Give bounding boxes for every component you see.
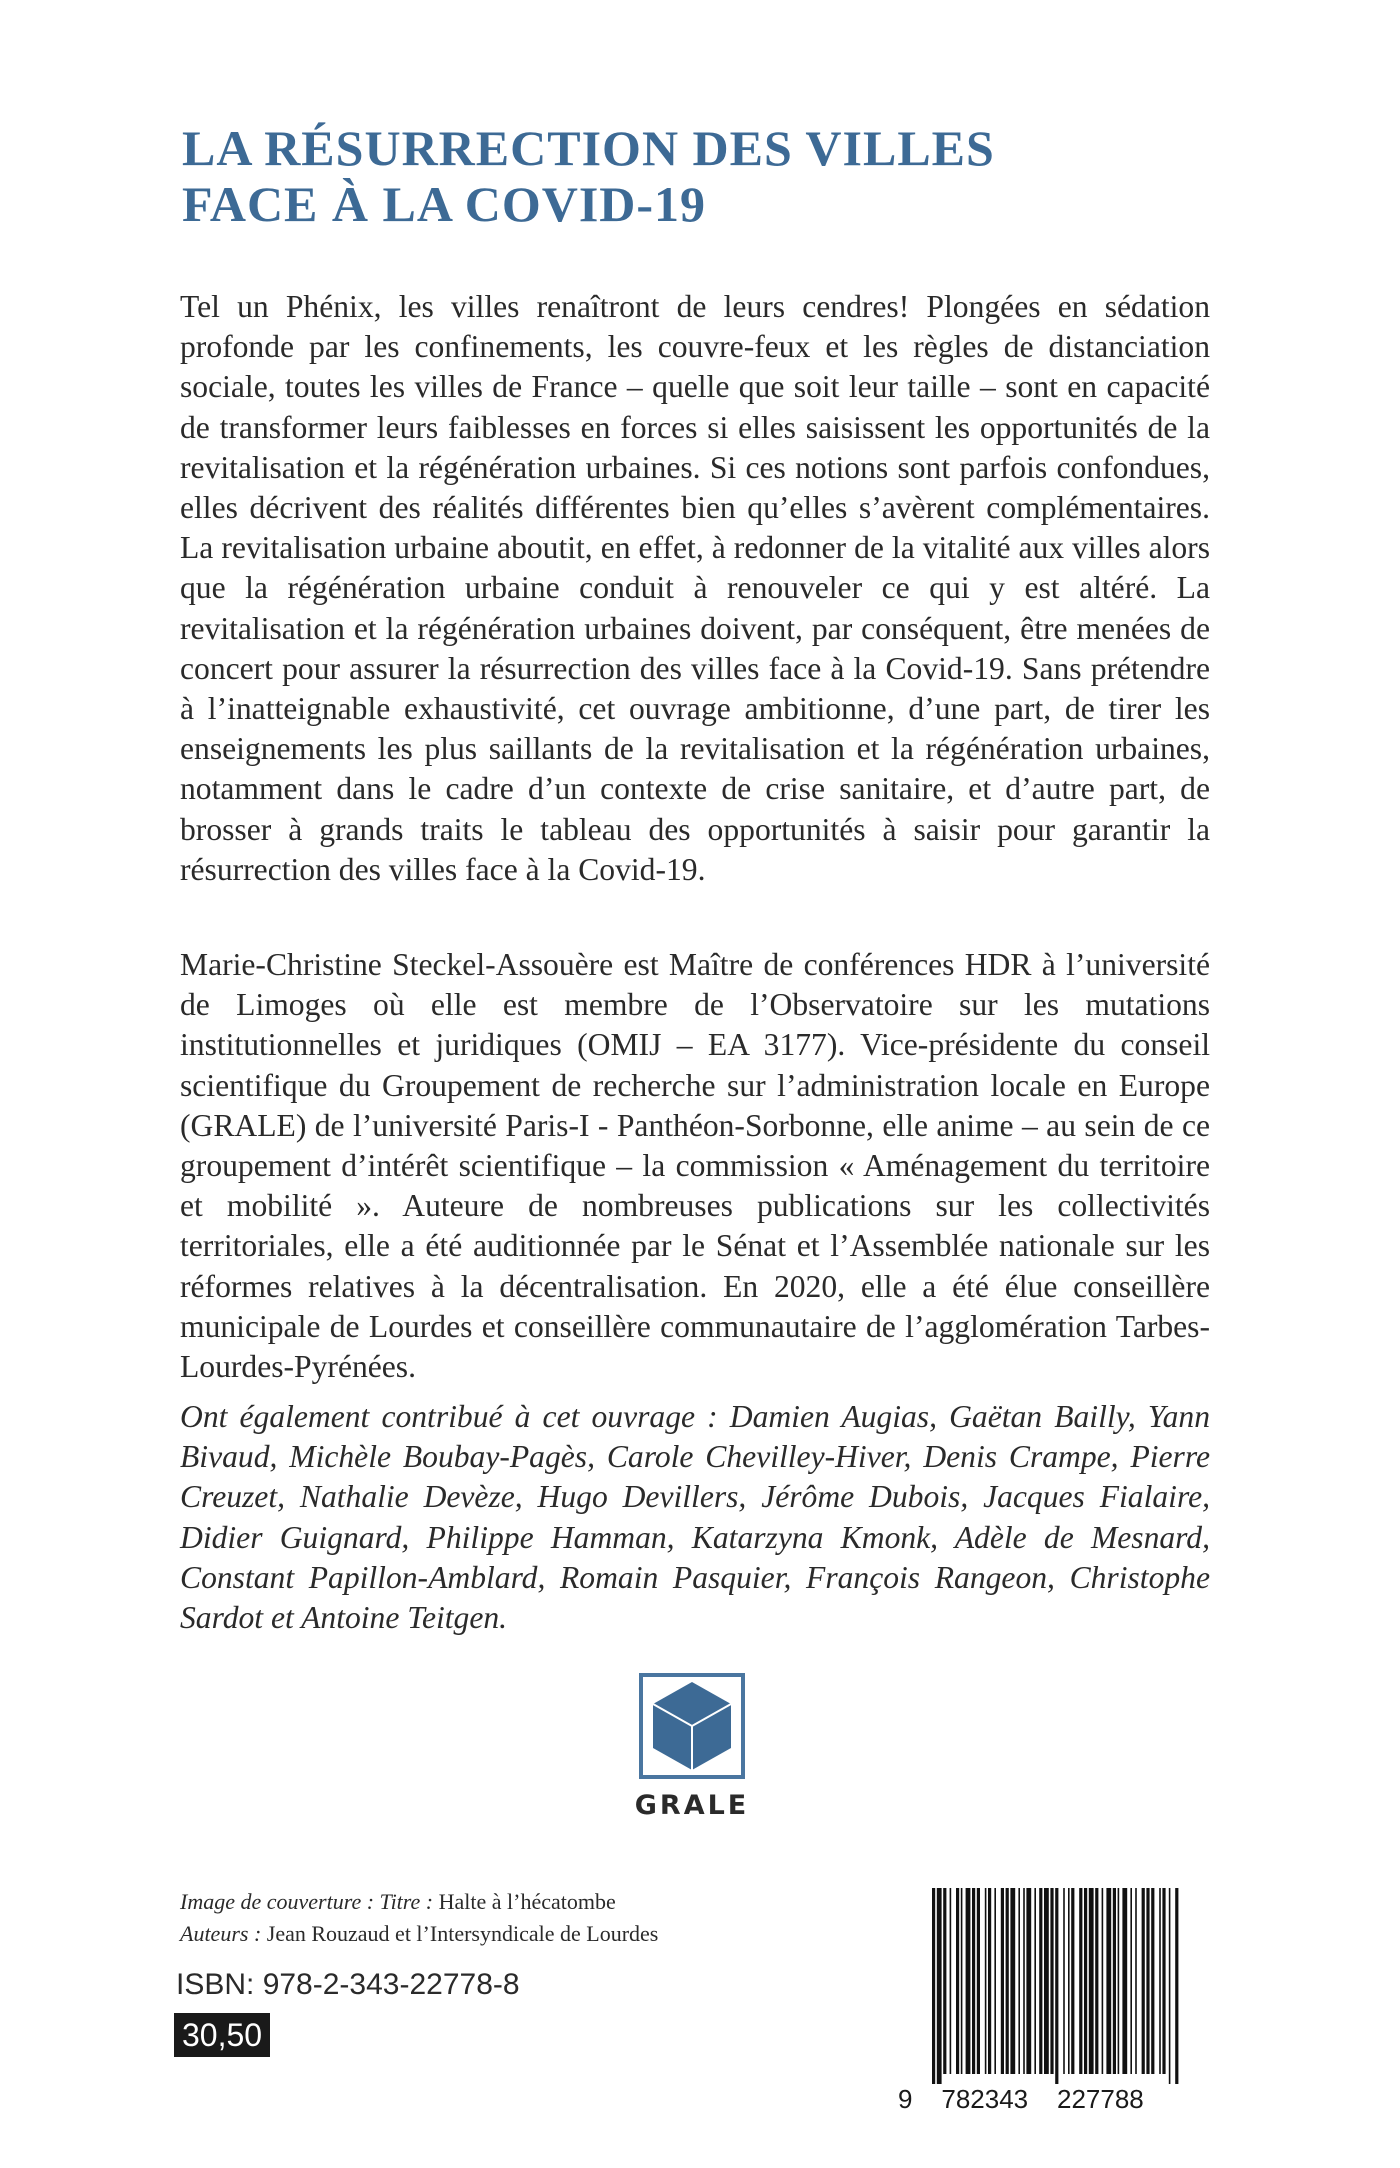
barcode-bar	[1079, 1888, 1082, 2074]
barcode-bar	[1006, 1888, 1009, 2074]
grale-hexagon-logo-icon	[638, 1672, 746, 1780]
barcode-bar	[956, 1888, 959, 2074]
barcode-bar	[966, 1888, 971, 2074]
barcode-digits: 9 782343 227788	[898, 2084, 1144, 2114]
barcode-bar	[977, 1888, 980, 2074]
barcode-bar	[994, 1888, 996, 2074]
barcode-bar	[1039, 1888, 1042, 2074]
barcode-bar	[1135, 1888, 1137, 2074]
barcode-bar	[1169, 1888, 1171, 2084]
barcode-bar	[1106, 1888, 1111, 2074]
barcode-bar	[1026, 1888, 1031, 2074]
barcode-bar	[972, 1888, 975, 2074]
barcode-bar	[961, 1888, 963, 2074]
barcode-bar	[1162, 1888, 1165, 2074]
cover-credits	[180, 1886, 820, 1950]
barcode-bar	[1142, 1888, 1145, 2074]
cover-authors-label: Auteurs :	[180, 1921, 262, 1946]
barcode-bar	[943, 1888, 946, 2074]
barcode-bar	[1089, 1888, 1094, 2074]
price-badge: 30,50	[174, 2013, 270, 2057]
author-bio-paragraph: Marie-Christine Steckel-Assouère est Maître de conférences HDR à l’université de Limoges où elle est membre de l’Observatoire sur les mutations institutionnelles et juridiques (OMIJ – EA 3177). Vice-présidente du conseil scientifique du Groupement de recherche sur l’administration locale en Europe (GRALE) de l’université Paris-I - Panthéon-Sorbonne, elle anime – au sein de ce groupement d’intérêt scientifique – la commission « Aménagement du territoire et mobilité ». Auteure de nombreuses publications sur les collectivités territoriales, elle a été auditionnée par le Sénat et l’Assemblée nationale sur les réformes relatives à la décentralisation. En 2020, elle a été élue conseillère municipale de Lourdes et conseillère communautaire de l’agglomération Tarbes-Lourdes-Pyrénées.	[180, 947, 1210, 1385]
barcode-bar	[1023, 1888, 1025, 2074]
cover-image-label: Image de couverture :	[180, 1889, 375, 1914]
barcode-bar	[1130, 1888, 1132, 2074]
barcode-bar	[1084, 1888, 1087, 2074]
barcode-bar	[988, 1888, 991, 2074]
cover-title-value: Halte à l’hécatombe	[438, 1889, 616, 1914]
cover-title-label: Titre :	[379, 1889, 434, 1914]
barcode-bar	[1113, 1888, 1116, 2074]
title-line-1: LA RÉSURRECTION DES VILLES	[182, 120, 995, 176]
book-title	[182, 120, 1222, 232]
barcode-bar	[1095, 1888, 1098, 2074]
cover-credits-line-1	[180, 1886, 820, 1918]
barcode-bar	[1001, 1888, 1004, 2074]
barcode-bar	[937, 1888, 942, 2084]
isbn-number: ISBN: 978-2-343-22778-8	[176, 1968, 520, 2001]
cover-credits-line-2	[180, 1918, 820, 1950]
barcode-bar	[1146, 1888, 1149, 2074]
contributors-paragraph: Ont également contribué à cet ouvrage : Damien Augias, Gaëtan Bailly, Yann Bivaud, Michèle Boubay-Pagès, Carole Chevilley-Hiver, Denis Crampe, Pierre Creuzet, Nathalie Devèze, Hugo Devillers, Jérôme Dubois, Jacques Fialaire, Didier Guignard, Philippe Hamman, Katarzyna Kmonk, Adèle de Mesnard, Constant Papillon-Amblard, Romain Pasquier, François Rangeon, Christophe Sardot et Antoine Teitgen.	[180, 1399, 1210, 1636]
barcode-bar	[1071, 1888, 1074, 2074]
cover-authors-value: Jean Rouzaud et l’Intersyndicale de Lourdes	[266, 1921, 659, 1946]
barcode-bar	[1063, 1888, 1065, 2074]
publisher-name: GRALE	[634, 1790, 750, 1821]
barcode-bar	[1175, 1888, 1178, 2084]
barcode-icon	[928, 1888, 1214, 2084]
barcode-bar	[1055, 1888, 1058, 2084]
barcode-bar	[985, 1888, 987, 2074]
barcode-bar	[1044, 1888, 1049, 2074]
barcode-bar	[1068, 1888, 1070, 2074]
barcode-bar	[1118, 1888, 1120, 2074]
barcode-bar	[1159, 1888, 1161, 2074]
barcode-bar	[950, 1888, 952, 2074]
barcode-bar	[1122, 1888, 1127, 2074]
barcode-bar	[932, 1888, 935, 2084]
barcode-bar	[1151, 1888, 1154, 2074]
barcode-bar	[1034, 1888, 1036, 2074]
summary-paragraph: Tel un Phénix, les villes renaîtront de leurs cendres! Plongées en sédation profonde par les confinements, les couvre-feux et les règles de distanciation sociale, toutes les villes de France – quelle que soit leur taille – sont en capacité de transformer leurs faiblesses en forces si elles saisissent les opportunités de la revitalisation et la régénération urbaines. Si ces notions sont parfois confondues, elles décrivent des réalités différentes bien qu’elles s’avèrent complémentaires. La revitalisation urbaine aboutit, en effet, à redonner de la vitalité aux villes alors que la régénération urbaine conduit à renouveler ce qui y est altéré. La revitalisation et la régénération urbaines doivent, par conséquent, être menées de concert pour assurer la résurrection des villes face à la Covid-19. Sans prétendre à l’inatteignable exhaustivité, cet ouvrage ambitionne, d’une part, de tirer les enseignements les plus saillants de la revitalisation et la régénération urbaines, notamment dans le cadre d’un contexte de crise sanitaire, et d’autre part, de brosser à grands traits le tableau des opportunités à saisir pour garantir la résurrection des villes face à la Covid-19.	[180, 289, 1210, 887]
barcode-bar	[1102, 1888, 1104, 2074]
barcode-bar	[1010, 1888, 1015, 2074]
barcode-bar	[1018, 1888, 1020, 2074]
barcode-bar	[1050, 1888, 1053, 2074]
title-line-2: FACE À LA COVID-19	[182, 176, 707, 232]
